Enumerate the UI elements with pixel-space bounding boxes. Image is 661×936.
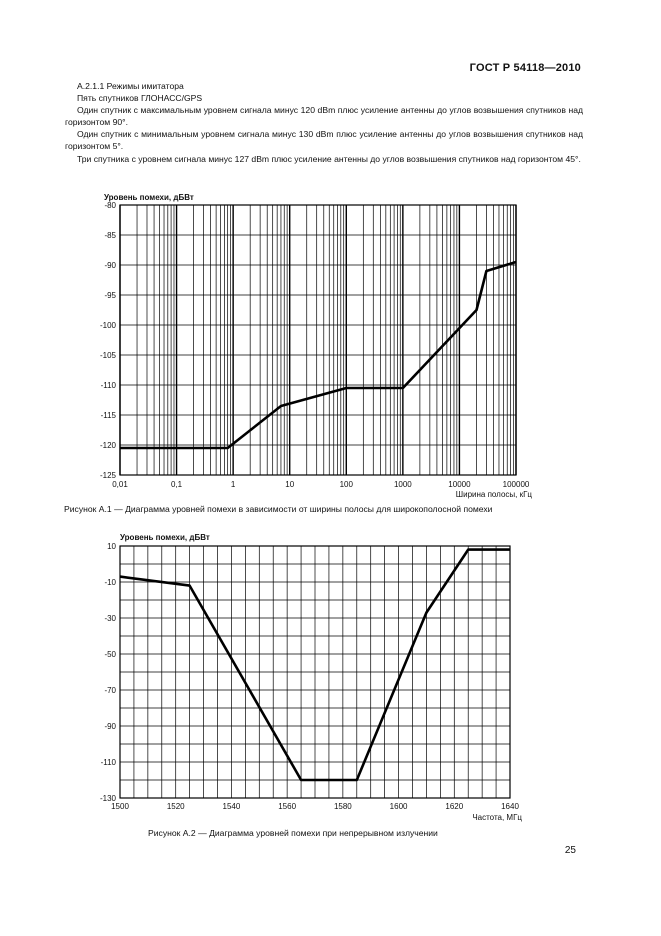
y-tick-label: -90 <box>104 722 116 731</box>
x-tick-label: 0,01 <box>112 480 128 489</box>
x-axis-label: Частота, МГц <box>472 813 522 822</box>
y-tick-label: -125 <box>99 471 116 480</box>
figure1-caption: Рисунок А.1 — Диаграмма уровней помехи в зависимости от ширины полосы для широкополосной помехи <box>64 504 493 514</box>
y-tick-label: -30 <box>104 614 116 623</box>
y-tick-label: -105 <box>99 351 116 360</box>
x-tick-label: 1640 <box>501 802 519 811</box>
y-tick-label: -100 <box>99 321 116 330</box>
x-tick-label: 1000 <box>393 480 412 489</box>
page-number: 25 <box>564 845 576 856</box>
x-axis-label: Ширина полосы, кГц <box>455 490 532 499</box>
x-tick-label: 1 <box>230 480 236 489</box>
y-tick-label: -120 <box>99 441 116 450</box>
x-tick-label: 1600 <box>389 802 408 811</box>
y-tick-label: -130 <box>99 794 116 803</box>
y-tick-label: -110 <box>100 381 116 390</box>
x-tick-label: 1520 <box>166 802 185 811</box>
y-axis-label: Уровень помехи, дБВт <box>120 533 210 542</box>
x-tick-label: 1580 <box>333 802 352 811</box>
y-tick-label: -115 <box>100 411 116 420</box>
y-tick-label: -95 <box>104 291 116 300</box>
section-heading: А.2.1.1 Режимы имитатора <box>77 81 184 91</box>
y-tick-label: -10 <box>104 578 116 587</box>
y-tick-label: -110 <box>100 758 116 767</box>
x-tick-label: 100000 <box>502 480 530 489</box>
x-tick-label: 10000 <box>448 480 471 489</box>
document-id: ГОСТ Р 54118—2010 <box>469 62 581 74</box>
x-tick-label: 10 <box>285 480 295 489</box>
x-tick-label: 1560 <box>278 802 297 811</box>
x-tick-label: 0,1 <box>171 480 183 489</box>
paragraph: Три спутника с уровнем сигнала минус 127 dBm плюс усиление антенны до углов возвышения спутников над горизонтом 45°. <box>77 153 581 164</box>
x-tick-label: 1540 <box>222 802 241 811</box>
paragraph: Один спутник с минимальным уровнем сигнала минус 130 dBm плюс усиление антенны до углов возвышения спутников над горизонтом 5°. <box>65 129 583 152</box>
y-tick-label: -50 <box>104 650 116 659</box>
y-tick-label: -70 <box>104 686 116 695</box>
paragraph: Один спутник с максимальным уровнем сигнала минус 120 dBm плюс усиление антенны до углов возвышения спутников над горизонтом 90°. <box>65 105 583 128</box>
y-tick-label: -85 <box>104 231 116 240</box>
y-tick-label: -80 <box>104 201 116 210</box>
y-tick-label: -90 <box>104 261 116 270</box>
x-tick-label: 100 <box>339 480 353 489</box>
y-axis-label: Уровень помехи, дБВт <box>104 193 194 202</box>
x-tick-label: 1500 <box>111 802 129 811</box>
figure2-caption: Рисунок А.2 — Диаграмма уровней помехи при непрерывном излучении <box>148 828 438 838</box>
subsection-heading: Пять спутников ГЛОНАСС/GPS <box>77 93 203 104</box>
x-tick-label: 1620 <box>445 802 464 811</box>
y-tick-label: 10 <box>107 542 116 551</box>
